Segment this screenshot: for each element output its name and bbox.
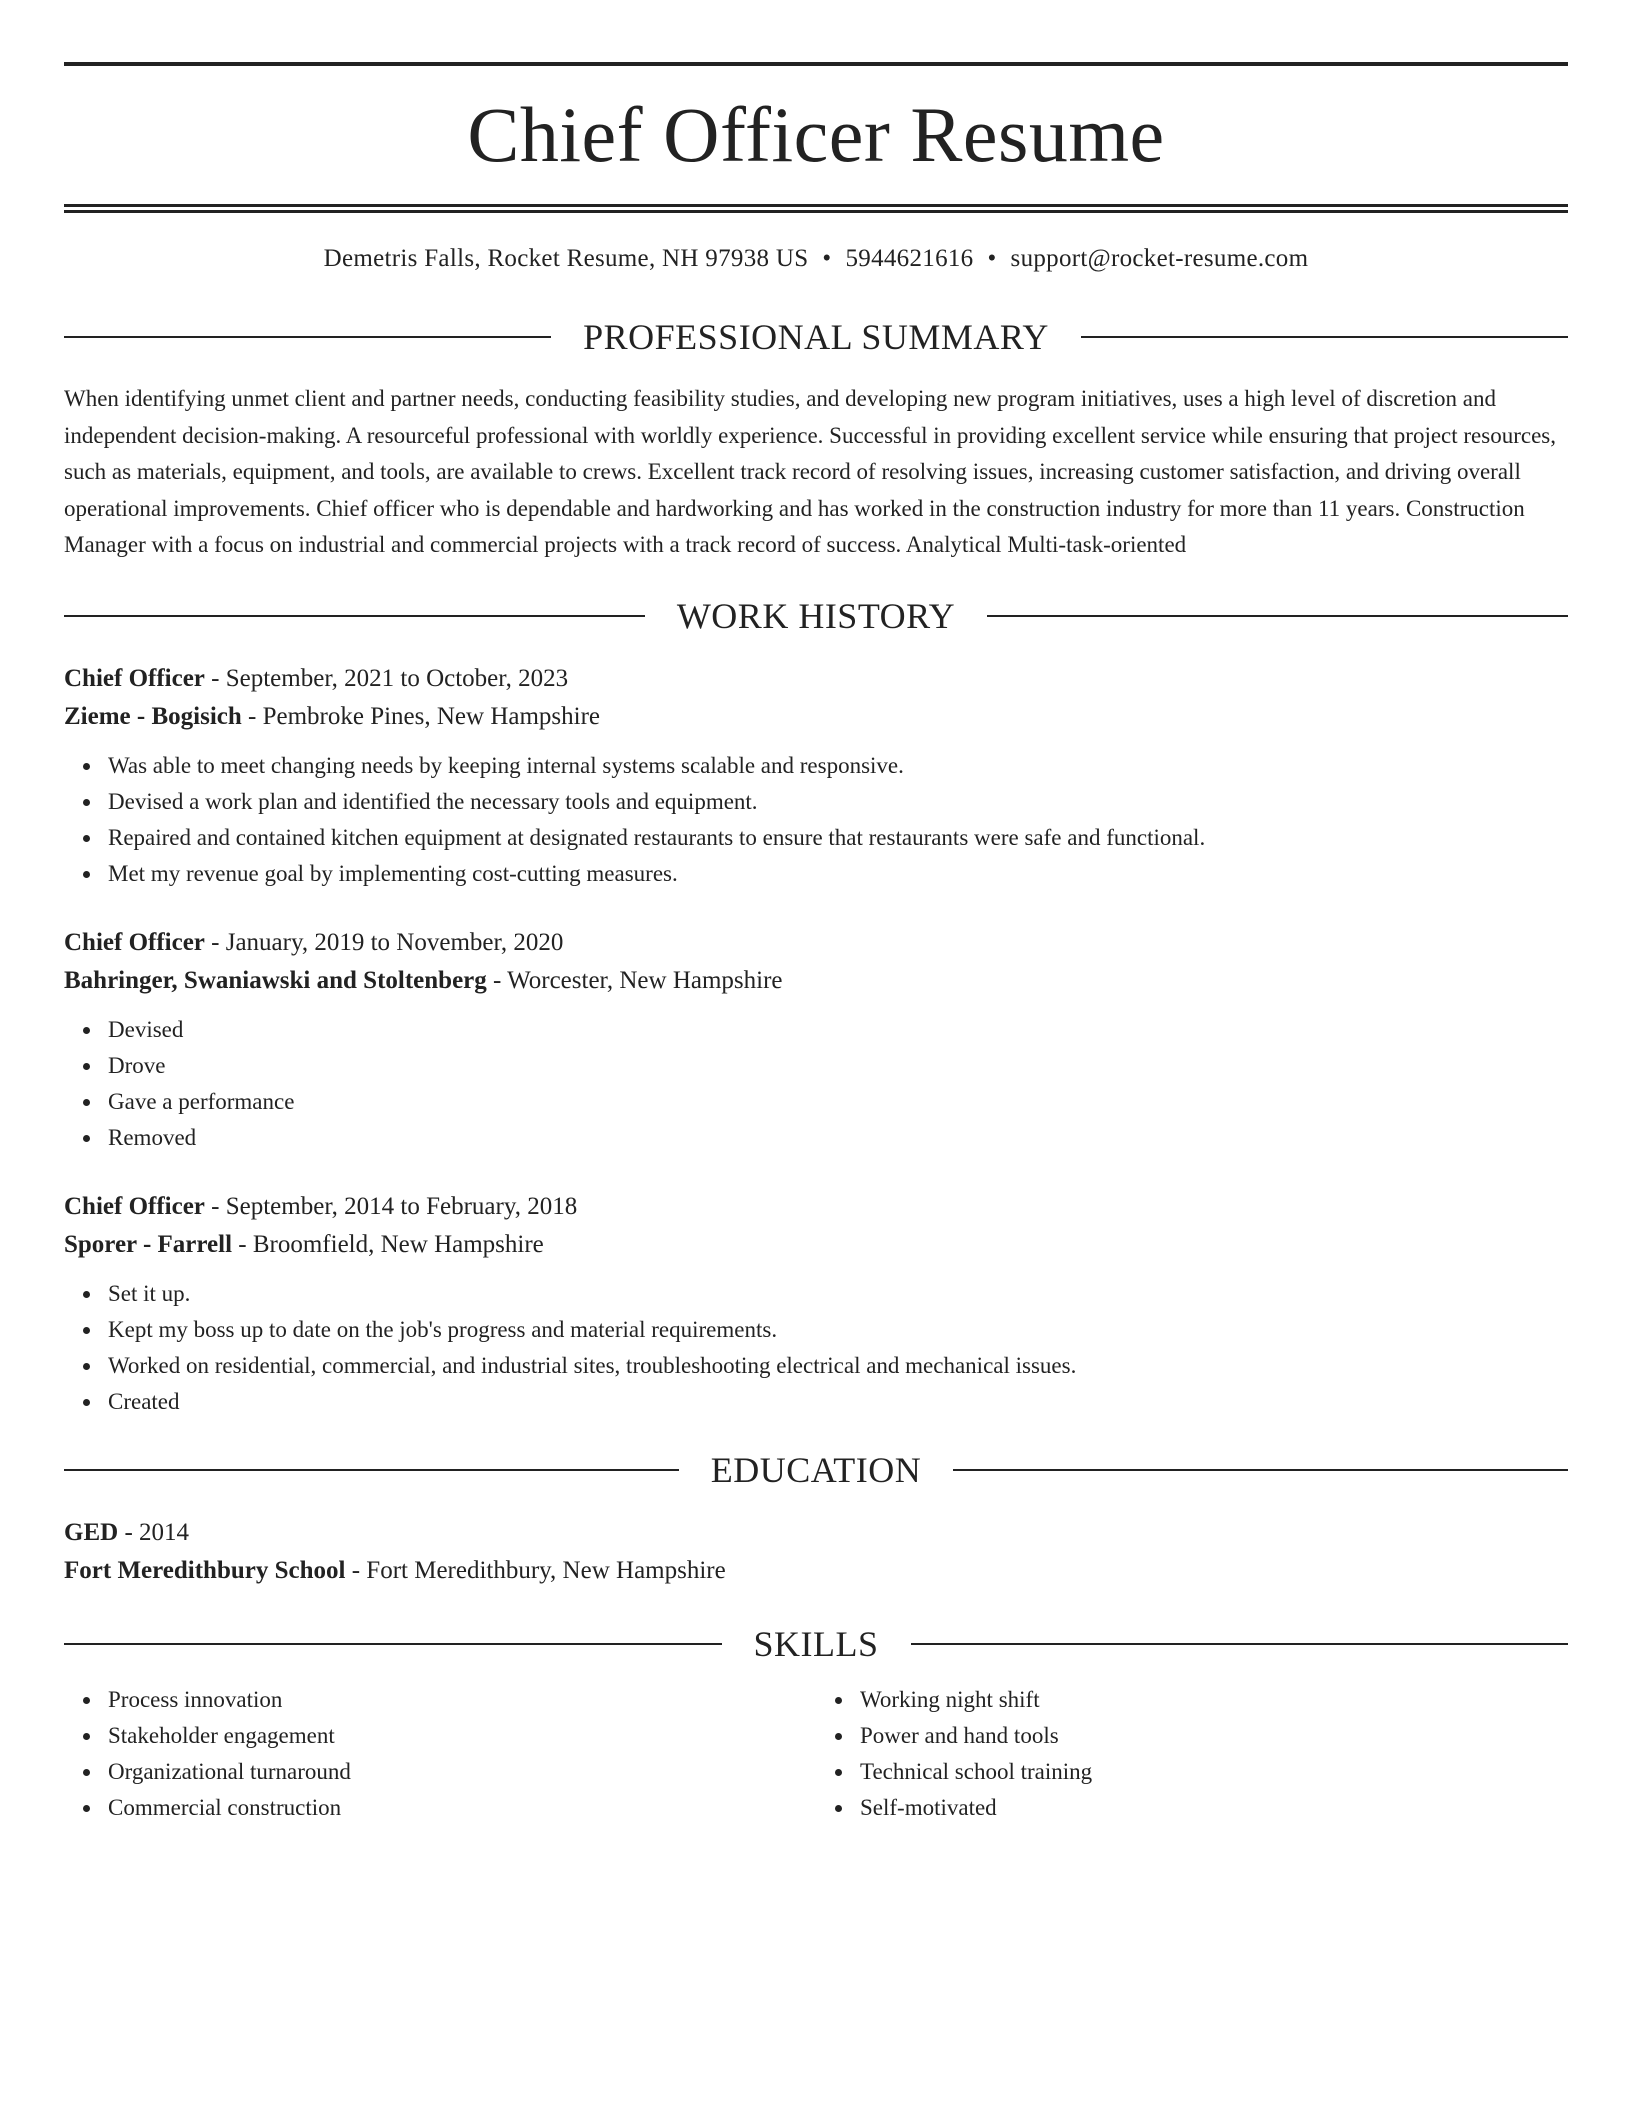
job-bullet: Devised bbox=[108, 1012, 1568, 1048]
contact-line bbox=[64, 245, 1568, 273]
contact-email: support@rocket-resume.com bbox=[1010, 245, 1309, 272]
job-bullets bbox=[64, 1276, 1568, 1420]
top-rule bbox=[64, 62, 1568, 66]
contact-separator: • bbox=[987, 245, 997, 272]
job-company-line bbox=[64, 698, 1568, 736]
heading-rule-left bbox=[64, 1643, 722, 1645]
heading-rule-right bbox=[953, 1469, 1568, 1471]
job-bullets bbox=[64, 1012, 1568, 1156]
heading-rule-left bbox=[64, 336, 551, 338]
job-dates: - January, 2019 to November, 2020 bbox=[204, 928, 564, 956]
job-location: - Worcester, New Hampshire bbox=[486, 966, 783, 994]
heading-rule-right bbox=[987, 615, 1568, 617]
title-double-rule bbox=[64, 204, 1568, 213]
job-title: Chief Officer bbox=[64, 928, 205, 956]
heading-rule-left bbox=[64, 1469, 679, 1471]
skill-item: Power and hand tools bbox=[860, 1718, 1568, 1754]
job-company: Zieme - Bogisich bbox=[64, 702, 242, 730]
skills-list bbox=[64, 1682, 1568, 1826]
job-company-line bbox=[64, 1226, 1568, 1264]
contact-phone: 5944621616 bbox=[845, 245, 974, 272]
education-school: Fort Meredithbury School bbox=[64, 1556, 346, 1584]
skills-column-left bbox=[64, 1682, 816, 1826]
job-bullet: Drove bbox=[108, 1048, 1568, 1084]
heading-rule-left bbox=[64, 615, 645, 617]
job-location: - Pembroke Pines, New Hampshire bbox=[241, 702, 601, 730]
job-bullet: Created bbox=[108, 1384, 1568, 1420]
job-company: Sporer - Farrell bbox=[64, 1230, 233, 1258]
job-bullet: Worked on residential, commercial, and industrial sites, troubleshooting electrical and mechanical issues. bbox=[108, 1348, 1568, 1384]
summary-text: When identifying unmet client and partner needs, conducting feasibility studies, and developing new program initiatives, uses a high level of discretion and independent decision-making. A resourceful professional with worldly experience. Successful in providing excellent service while ensuring that project resources, such as materials, equipment, and tools, are available to crews. Excellent track record of resolving issues, increasing customer satisfaction, and driving overall operational improvements. Chief officer who is dependable and hardworking and has worked in the construction industry for more than 11 years. Construction Manager with a focus on industrial and commercial projects with a track record of success. Analytical Multi-task-oriented bbox=[64, 386, 1556, 557]
education-entry bbox=[64, 1514, 1568, 1590]
skill-item: Working night shift bbox=[860, 1682, 1568, 1718]
job-bullet: Was able to meet changing needs by keeping internal systems scalable and responsive. bbox=[108, 748, 1568, 784]
summary-heading-label: PROFESSIONAL SUMMARY bbox=[583, 317, 1049, 357]
skills-column-right bbox=[816, 1682, 1568, 1826]
resume-title: Chief Officer Resume bbox=[467, 91, 1165, 178]
skills-heading-label: SKILLS bbox=[753, 1623, 879, 1664]
job-dates: - September, 2021 to October, 2023 bbox=[204, 664, 569, 692]
skill-item: Stakeholder engagement bbox=[108, 1718, 816, 1754]
job-title-line bbox=[64, 660, 1568, 698]
education-degree-line bbox=[64, 1514, 1568, 1552]
education-heading bbox=[64, 1449, 1568, 1490]
job-bullet: Set it up. bbox=[108, 1276, 1568, 1312]
summary-heading bbox=[64, 319, 1568, 355]
job-title: Chief Officer bbox=[64, 1192, 205, 1220]
work-history-heading bbox=[64, 595, 1568, 636]
education-location: - Fort Meredithbury, New Hampshire bbox=[345, 1556, 726, 1584]
job-bullets bbox=[64, 748, 1568, 892]
job-title-line bbox=[64, 924, 1568, 962]
job-bullet: Gave a performance bbox=[108, 1084, 1568, 1120]
heading-rule-right bbox=[1081, 336, 1568, 338]
skills-heading bbox=[64, 1623, 1568, 1664]
job-company-line bbox=[64, 962, 1568, 1000]
education-degree: GED bbox=[64, 1518, 119, 1546]
skill-item: Technical school training bbox=[860, 1754, 1568, 1790]
contact-separator: • bbox=[822, 245, 832, 272]
job-title-line bbox=[64, 1188, 1568, 1226]
contact-address: Demetris Falls, Rocket Resume, NH 97938 US bbox=[323, 245, 809, 272]
education-year: - 2014 bbox=[118, 1518, 190, 1546]
job-location: - Broomfield, New Hampshire bbox=[232, 1230, 544, 1258]
work-history-heading-label: WORK HISTORY bbox=[676, 595, 956, 636]
heading-rule-right bbox=[911, 1643, 1569, 1645]
job-bullet: Devised a work plan and identified the necessary tools and equipment. bbox=[108, 784, 1568, 820]
job-bullet: Kept my boss up to date on the job's progress and material requirements. bbox=[108, 1312, 1568, 1348]
job-entry bbox=[64, 1188, 1568, 1420]
job-bullet: Removed bbox=[108, 1120, 1568, 1156]
job-dates: - September, 2014 to February, 2018 bbox=[204, 1192, 578, 1220]
education-heading-label: EDUCATION bbox=[710, 1449, 922, 1490]
job-entry bbox=[64, 660, 1568, 892]
job-bullet: Met my revenue goal by implementing cost-cutting measures. bbox=[108, 856, 1568, 892]
skill-item: Organizational turnaround bbox=[108, 1754, 816, 1790]
job-company: Bahringer, Swaniawski and Stoltenberg bbox=[64, 966, 487, 994]
job-bullet: Repaired and contained kitchen equipment at designated restaurants to ensure that restaurants were safe and functional. bbox=[108, 820, 1568, 856]
skill-item: Commercial construction bbox=[108, 1790, 816, 1826]
skill-item: Process innovation bbox=[108, 1682, 816, 1718]
job-entry bbox=[64, 924, 1568, 1156]
skill-item: Self-motivated bbox=[860, 1790, 1568, 1826]
job-title: Chief Officer bbox=[64, 664, 205, 692]
education-school-line bbox=[64, 1552, 1568, 1590]
